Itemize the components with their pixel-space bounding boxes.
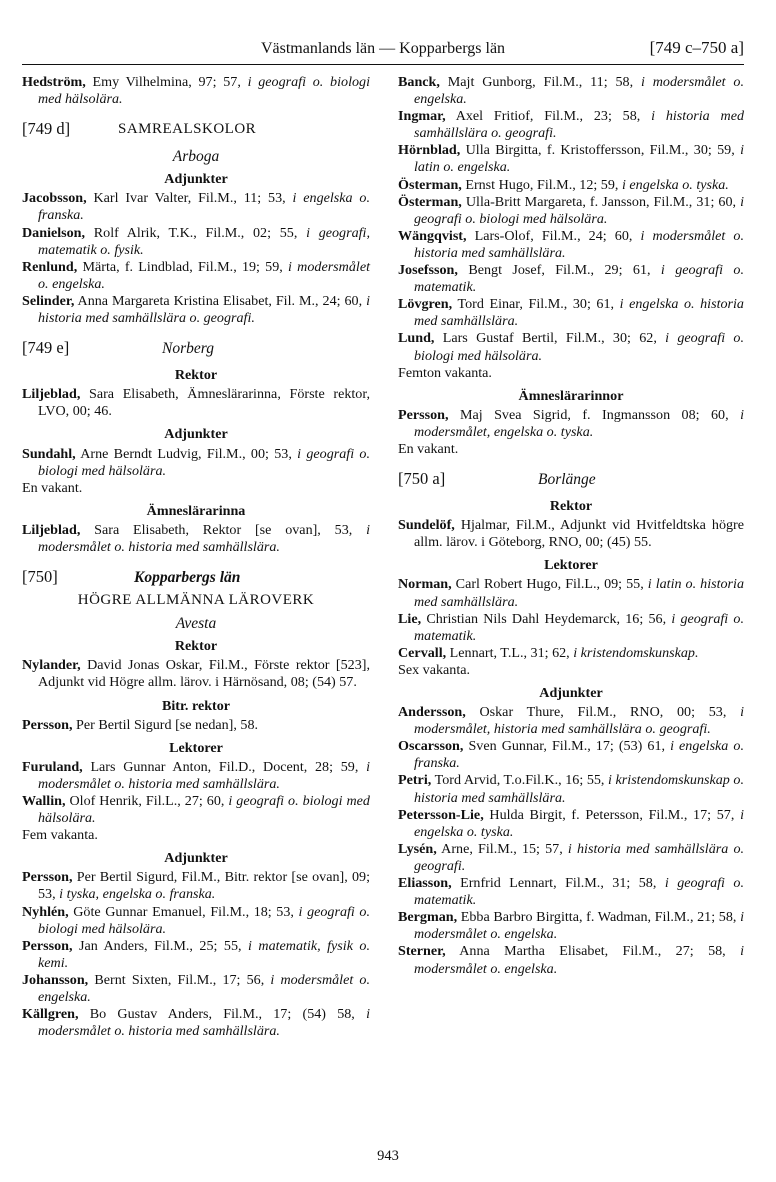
entry-sundelof: Sundelöf, Hjalmar, Fil.M., Adjunkt vid Hvitfeldtska högre allm. lärov. i Göteborg, RNO, 00; (45) 55. [398,517,744,551]
subheading-adjunkter: Adjunkter [539,685,603,701]
subheading-rektor: Rektor [174,367,218,384]
entry-bergman: Bergman, Ebba Barbro Birgitta, f. Wadman, Fil.M., 21; 58, i modersmålet o. engelska. [398,909,744,943]
section-750 [22,566,370,590]
header-rule [22,64,744,65]
left-column [22,74,370,1040]
section-750a [398,468,744,492]
entry-hornblad: Hörnblad, Ulla Birgitta, f. Kristoffersson, Fil.M., 30; 59, i latin o. engelska. [398,142,744,176]
subheading-bitr-rektor: Bitr. rektor [161,697,231,714]
vacancy-note: Sex vakanta. [398,661,471,678]
entry-sterner: Sterner, Anna Martha Elisabet, Fil.M., 27; 58, i modersmålet o. engelska. [398,943,744,977]
entry-nyhlen: Nyhlén, Göte Gunnar Emanuel, Fil.M., 18; 53, i geografi o. biologi med hälsolära. [22,903,371,937]
section-range: [749 c–750 a] [649,38,744,57]
entry-nylander: Nylander, David Jonas Oskar, Fil.M., Förste rektor [523], Adjunkt vid Högre allm. lärov. i Härnösand, 08; (54) 57. [22,657,370,691]
entry-persson-per: Persson, Per Bertil Sigurd, Fil.M., Bitr. rektor [se ovan], 09; 53, i tyska, engelska o. franska. [22,869,370,903]
entry-osterman-ulla: Österman, Ulla-Britt Margareta, f. Jansson, Fil.M., 31; 60, i geografi o. biologi med hälsolära. [398,193,744,227]
vacancy-note: Femton vakanta. [398,364,492,381]
entry-petri: Petri, Tord Arvid, T.o.Fil.K., 16; 55, i kristendomskunskap o. historia med samhällslära. [398,772,744,806]
entry-persson-jan: Persson, Jan Anders, Fil.M., 25; 55, i matematik, fysik o. kemi. [22,937,370,971]
entry-persson-maj: Persson, Maj Svea Sigrid, f. Ingmansson 08; 60, i modersmålet, engelska o. tyska. [398,406,744,440]
entry-liljeblad: Liljeblad, Sara Elisabeth, Ämneslärarinna, Förste rektor, LVO, 00; 46. [22,386,370,420]
entry-hedstrom: Hedström, Emy Vilhelmina, 97; 57, i geografi o. biologi med hälsolära. [22,74,370,108]
entry-ingmar: Ingmar, Axel Fritiof, Fil.M., 23; 58, i historia med samhällslära o. geografi. [398,108,744,142]
place-arboga: Arboga [172,148,220,166]
subheading-adjunkter: Adjunkter [164,850,228,867]
section-code: [749 e] [22,338,70,358]
subheading-adjunkter: Adjunkter [164,426,228,443]
entry-lysen: Lysén, Arne, Fil.M., 15; 57, i historia med samhällslära o. geografi. [398,840,745,874]
entry-oscarsson: Oscarsson, Sven Gunnar, Fil.M., 17; (53) 61, i engelska o. franska. [398,738,744,772]
entry-lovgren: Lövgren, Tord Einar, Fil.M., 30; 61, i engelska o. historia med samhällslära. [398,296,744,330]
entry-josefsson: Josefsson, Bengt Josef, Fil.M., 29; 61, i geografi o. matematik. [398,262,744,296]
entry-petersson-lie: Petersson-Lie, Hulda Birgit, f. Petersson, Fil.M., 17; 57, i engelska o. tyska. [398,806,744,840]
entry-wallin: Wallin, Olof Henrik, Fil.L., 27; 60, i geografi o. biologi med hälsolära. [22,793,370,827]
subheading-amneslararinnor: Ämneslärarinnor [518,387,624,404]
page-number: 943 [377,1148,399,1164]
entry-wangqvist: Wängqvist, Lars-Olof, Fil.M., 24; 60, i modersmålet o. historia med samhällslära. [398,227,745,261]
section-749d [22,118,370,142]
section-code: [750] [22,567,58,587]
entry-danielson: Danielson, Rolf Alrik, T.K., Fil.M., 02; 55, i geografi, matematik o. fysik. [22,224,370,258]
entry-furuland: Furuland, Lars Gunnar Anton, Fil.D., Docent, 28; 59, i modersmålet o. historia med samhällslära. [22,758,370,792]
subheading-rektor: Rektor [174,638,218,655]
vacancy-note: Fem vakanta. [22,827,98,844]
right-column [398,74,744,978]
place-avesta: Avesta [175,615,217,633]
section-title: SAMREALSKOLOR [118,121,257,138]
school-type-heading: HÖGRE ALLMÄNNA LÄROVERK [77,592,315,609]
entry-jacobsson: Jacobsson, Karl Ivar Valter, Fil.M., 11; 53, i engelska o. franska. [22,190,370,224]
entry-cervall: Cervall, Lennart, T.L., 31; 62, i kristendomskunskap. [398,644,699,661]
entry-eliasson: Eliasson, Ernfrid Lennart, Fil.M., 31; 58, i geografi o. matematik. [398,875,744,909]
section-code: [749 d] [22,119,71,139]
entry-osterman-ernst: Österman, Ernst Hugo, Fil.M., 12; 59, i engelska o. tyska. [398,176,729,193]
entry-lie: Lie, Christian Nils Dahl Heydemarck, 16; 56, i geografi o. matematik. [398,610,744,644]
subheading-amneslararinna: Ämneslärarinna [146,502,246,519]
entry-lund: Lund, Lars Gustaf Bertil, Fil.M., 30; 62, i geografi o. biologi med hälsolära. [398,330,744,364]
entry-norman: Norman, Carl Robert Hugo, Fil.L., 09; 55, i latin o. historia med samhällslära. [398,576,744,610]
entry-kallgren: Källgren, Bo Gustav Anders, Fil.M., 17; (54) 58, i modersmålet o. historia med samhällslära. [22,1006,370,1040]
subheading-lektorer: Lektorer [169,739,223,756]
place-norberg: Norberg [162,340,214,358]
subheading-rektor: Rektor [549,498,593,515]
page-header [22,38,744,62]
entry-persson-bitr: Persson, Per Bertil Sigurd [se nedan], 58. [22,716,259,733]
vacancy-note: En vakant. [22,479,83,496]
entry-banck: Banck, Majt Gunborg, Fil.M., 11; 58, i modersmålet o. engelska. [398,74,744,108]
running-title: Västmanlands län — Kopparbergs län [260,40,506,57]
entry-selinder: Selinder, Anna Margareta Kristina Elisabet, Fil. M., 24; 60, i historia med samhällslära o. geografi. [22,292,370,327]
entry-liljeblad-2: Liljeblad, Sara Elisabeth, Rektor [se ovan], 53, i modersmålet o. historia med samhällslära. [22,521,370,555]
subheading-adjunkter: Adjunkter [164,171,228,188]
section-749e [22,337,370,361]
section-title: Kopparbergs län [134,569,241,587]
vacancy-note: En vakant. [398,440,459,457]
entry-renlund: Renlund, Märta, f. Lindblad, Fil.M., 19; 59, i modersmålet o. engelska. [22,258,370,292]
place-borlange: Borlänge [538,471,596,489]
entry-andersson: Andersson, Oskar Thure, Fil.M., RNO, 00; 53, i modersmålet, historia med samhällslära o. geografi. [398,704,744,738]
section-code: [750 a] [398,469,446,489]
entry-johansson: Johansson, Bernt Sixten, Fil.M., 17; 56, i modersmålet o. engelska. [22,971,370,1006]
entry-sundahl: Sundahl, Arne Berndt Ludvig, Fil.M., 00; 53, i geografi o. biologi med hälsolära. [22,445,370,479]
subheading-lektorer: Lektorer [544,557,598,574]
